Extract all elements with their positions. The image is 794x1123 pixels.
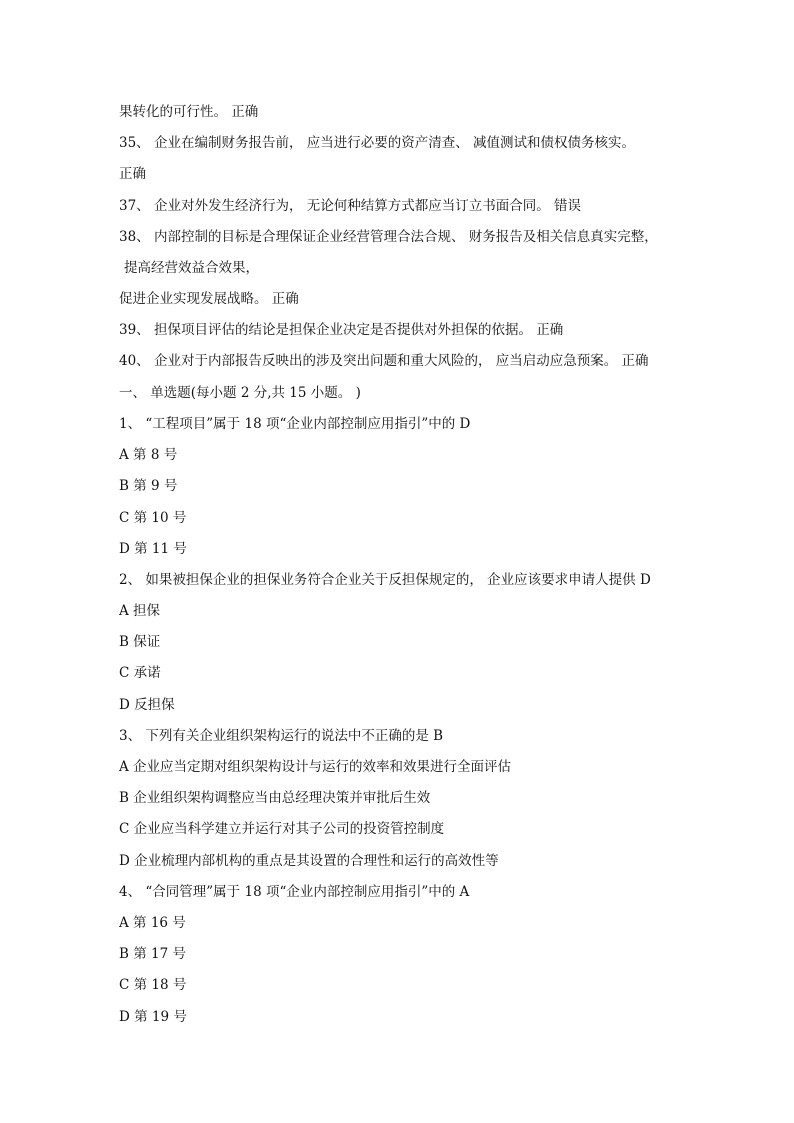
- text-line: 果转化的可行性。 正确: [119, 104, 259, 120]
- text-line: 促进企业实现发展战略。 正确: [119, 291, 299, 307]
- text-line: 35、 企业在编制财务报告前， 应当进行必要的资产清查、 减值测试和债权债务核实。: [119, 135, 636, 151]
- text-line: 38、 内部控制的目标是合理保证企业经营管理合法合规、 财务报告及相关信息真实完整，: [119, 229, 658, 245]
- section-heading: 一、 单选题(每小题 2 分,共 15 小题。 ): [119, 385, 361, 401]
- option: A 第 8 号: [119, 447, 178, 463]
- text-line: 39、 担保项目评估的结论是担保企业决定是否提供对外担保的依据。 正确: [119, 322, 564, 338]
- option: B 企业组织架构调整应当由总经理决策并审批后生效: [119, 790, 431, 806]
- text-line: 40、 企业对于内部报告反映出的涉及突出问题和重大风险的， 应当启动应急预案。 正确: [119, 353, 649, 369]
- option: A 企业应当定期对组织架构设计与运行的效率和效果进行全面评估: [119, 759, 512, 775]
- option: A 担保: [119, 603, 161, 619]
- question: 1、 “工程项目”属于 18 项“企业内部控制应用指引”中的 D: [119, 416, 471, 432]
- option: C 第 10 号: [119, 510, 187, 526]
- question: 4、 “合同管理”属于 18 项“企业内部控制应用指引”中的 A: [119, 884, 470, 900]
- option: D 反担保: [119, 697, 175, 713]
- text-line: 正确: [119, 166, 146, 182]
- question: 3、 下列有关企业组织架构运行的说法中不正确的是 B: [119, 728, 444, 744]
- text-line: 提高经营效益合效果，: [124, 260, 259, 276]
- option: C 第 18 号: [119, 977, 187, 993]
- option: B 第 17 号: [119, 946, 186, 962]
- option: D 第 19 号: [119, 1009, 187, 1025]
- option: C 承诺: [119, 665, 161, 681]
- option: C 企业应当科学建立并运行对其子公司的投资管控制度: [119, 821, 445, 837]
- text-line: 37、 企业对外发生经济行为， 无论何种结算方式都应当订立书面合同。 错误: [119, 198, 582, 214]
- question: 2、 如果被担保企业的担保业务符合企业关于反担保规定的， 企业应该要求申请人提供 D: [119, 572, 651, 588]
- option: B 保证: [119, 634, 161, 650]
- option: B 第 9 号: [119, 478, 178, 494]
- option: A 第 16 号: [119, 915, 186, 931]
- option: D 第 11 号: [119, 541, 187, 557]
- option: D 企业梳理内部机构的重点是其设置的合理性和运行的高效性等: [119, 853, 499, 869]
